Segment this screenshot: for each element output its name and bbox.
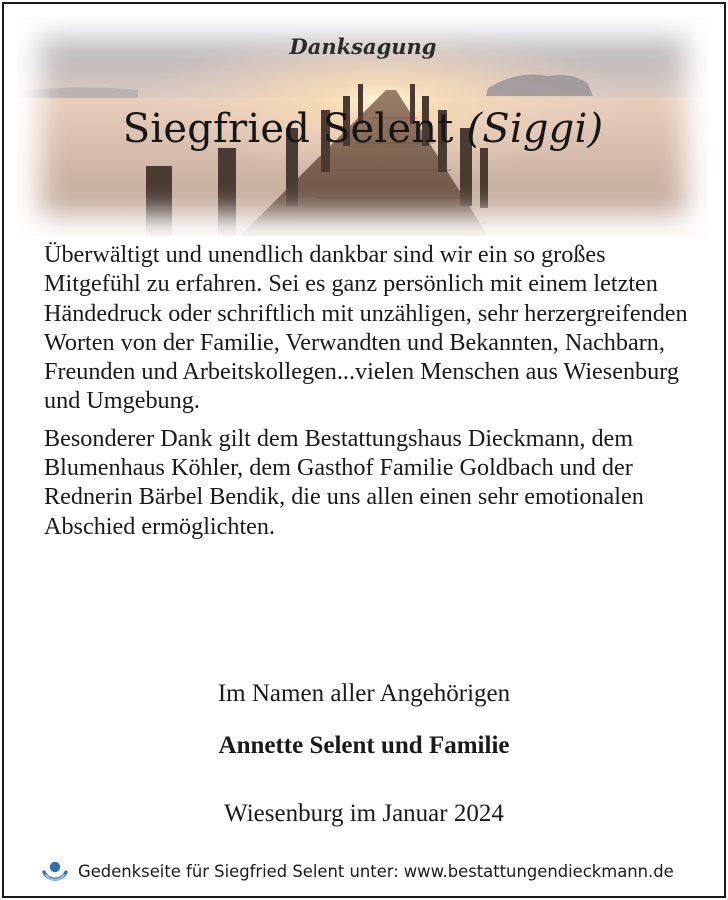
footer — [40, 856, 674, 886]
kicker-title: Danksagung — [289, 34, 437, 59]
paragraph-1: Überwältigt und unendlich dankbar sind wir ein so großes Mitgefühl zu erfahren. Sei es ganz persönlich mit einem letzten Händedruck oder schriftlich mit unzähligen, sehr herzergreifenden Worten von der Familie, Verwandten und Bekannten, Nachbarn, Freunden und Arbeitskollegen...vielen Menschen aus Wiesenburg und Umgebung. — [44, 241, 688, 415]
footer-text — [78, 862, 674, 881]
footer-url-link[interactable]: www.bestattungendieckmann.de — [403, 861, 674, 881]
paragraph-2: Besonderer Dank gilt dem Bestattungshaus Dieckmann, dem Blumenhaus Köhler, dem Gasthof Familie Goldbach und der Rednerin Bärbel Bendik, die uns allen einen sehr emotionalen Abschied ermöglichten. — [44, 424, 644, 540]
footer-label: Gedenkseite für Siegfried Selent unter: — [78, 861, 399, 881]
deceased-name — [18, 106, 708, 152]
closing-line: Im Namen aller Angehörigen — [217, 680, 511, 707]
name-text: Siegfried Selent — [122, 106, 454, 152]
nickname: (Siggi) — [466, 106, 604, 152]
obituary-card — [2, 2, 726, 898]
place-date: Wiesenburg im Januar 2024 — [224, 800, 504, 827]
thanks-text — [44, 240, 704, 541]
signer-name: Annette Selent und Familie — [218, 732, 510, 759]
header-photo — [18, 18, 708, 236]
memorial-logo-icon — [40, 856, 70, 886]
